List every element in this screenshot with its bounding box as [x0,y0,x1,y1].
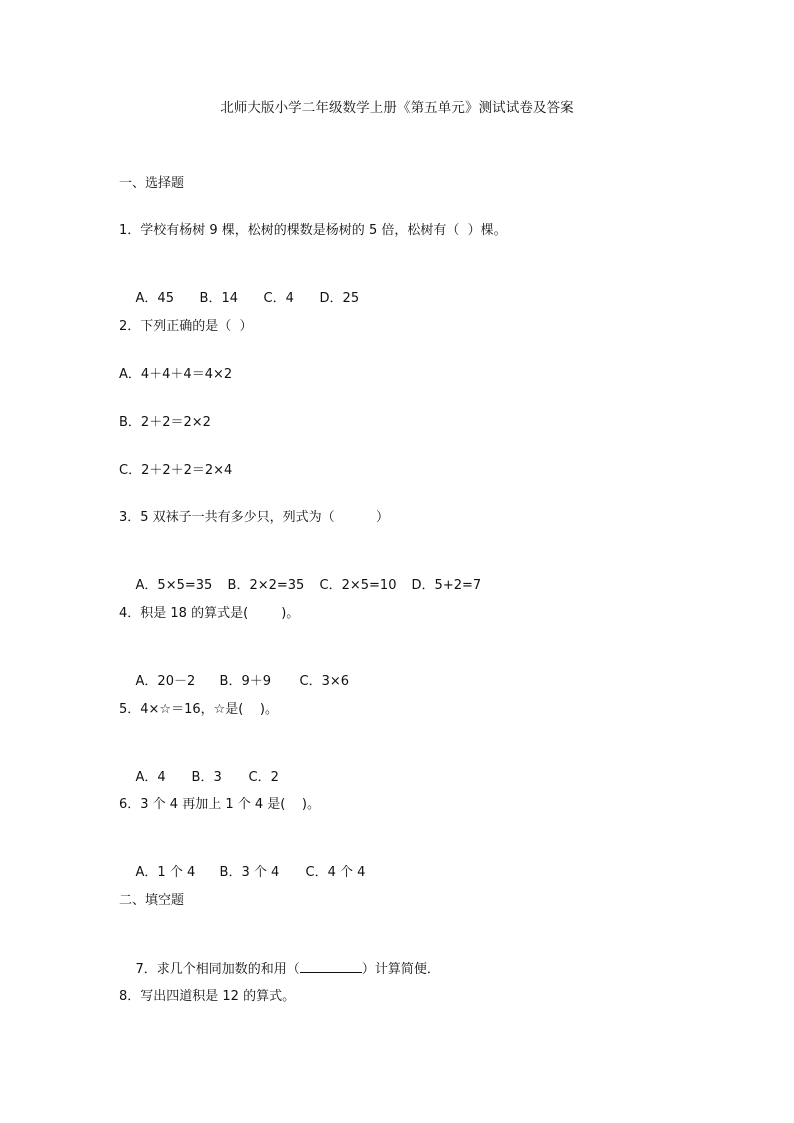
option-a: A．20－2 [135,674,196,689]
option-b: B．3 [191,770,222,785]
option-b: B．14 [199,291,238,306]
document-title: 北师大版小学二年级数学上册《第五单元》测试试卷及答案 [220,100,574,116]
option-c: C．4 [263,291,294,306]
option-c: C．4 个 4 [305,865,366,880]
option-b: B．9＋9 [219,674,271,689]
question-7-text-after: ）计算简便． [361,962,440,977]
option-c: C．3×6 [299,674,350,689]
question-4: 4．积是 18 的算式是( )。 [119,606,300,621]
option-a: A．5×5=35 [135,578,213,593]
option-b: B．3 个 4 [219,865,280,880]
question-1: 1．学校有杨树 9 棵，松树的棵数是杨树的 5 倍，松树有（ ）棵。 [119,223,507,238]
option-a: A．4 [135,770,166,785]
answer-blank [300,959,362,973]
option-d: D．25 [319,291,360,306]
question-7-text-before: 7．求几个相同加数的和用（ [135,962,300,977]
question-8: 8．写出四道积是 12 的算式。 [119,989,296,1004]
question-6: 6．3 个 4 再加上 1 个 4 是( )。 [119,797,320,812]
section-heading-choice: 一、选择题 [119,176,185,191]
question-3: 3．5 双袜子一共有多少只，列式为（ ） [119,510,389,525]
option-a: A．1 个 4 [135,865,196,880]
option-a: A．45 [135,291,174,306]
question-5: 5．4×☆＝16，☆是( )。 [119,702,278,717]
section-heading-fill: 二、填空题 [119,893,185,908]
question-2: 2．下列正确的是（ ） [119,319,253,334]
option-c: C．2×5=10 [319,578,397,593]
option-c: C．2 [248,770,279,785]
option-d: D．5+2=7 [411,578,482,593]
question-2-option-c: C．2＋2＋2＝2×4 [119,463,233,478]
question-2-option-b: B．2＋2＝2×2 [119,415,211,430]
question-2-option-a: A．4＋4＋4＝4×2 [119,367,233,382]
option-b: B．2×2=35 [227,578,305,593]
